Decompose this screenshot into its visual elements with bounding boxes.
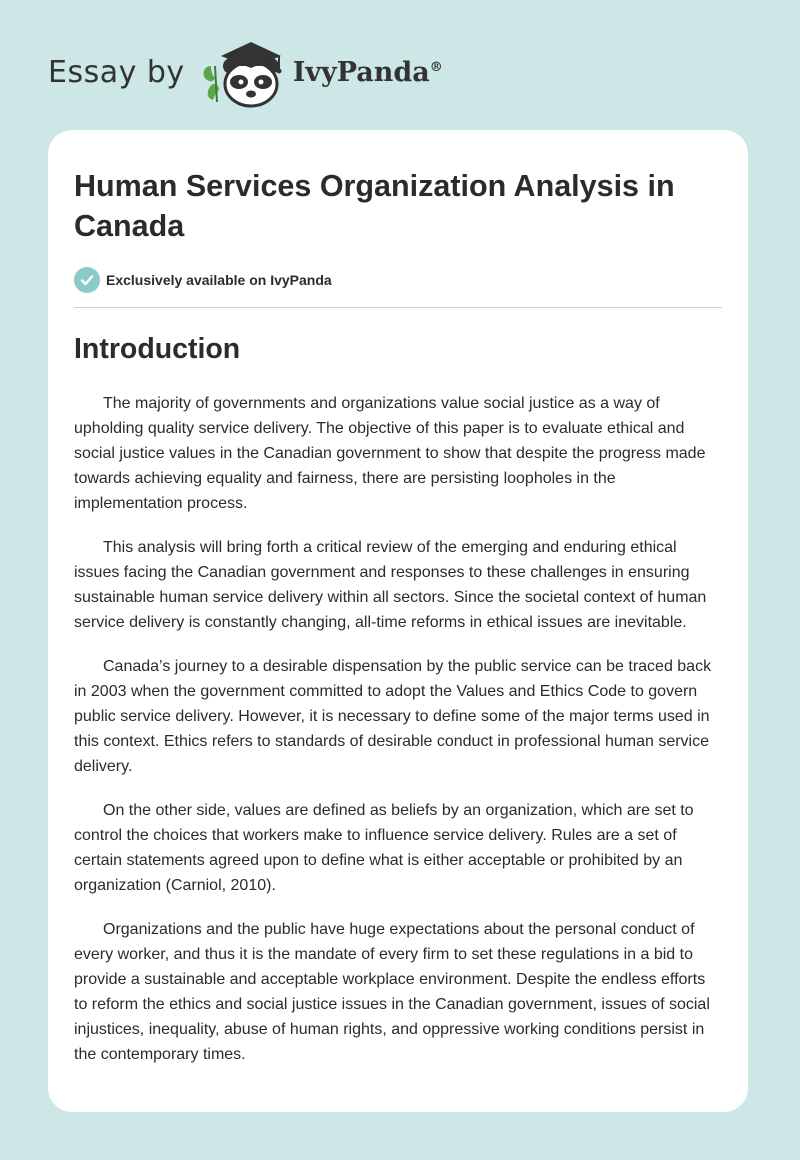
page-title: Human Services Organization Analysis in Canada: [74, 169, 675, 243]
paragraph: On the other side, values are defined as beliefs by an organization, which are set to control the choices that workers make to influence service delivery. Rules are a set of certain statements agreed upon to define what is either acceptable or prohibited by an organization (Carniol, 2010).: [74, 802, 694, 894]
paragraph: The majority of governments and organizations value social justice as a way of upholding quality service delivery. The objective of this paper is to evaluate ethical and social justice values in the Canadian government to show that despite the progress made towards achieving equality and fairness, there are persisting loopholes in the implementation process.: [74, 395, 706, 512]
paragraph: This analysis will bring forth a critical review of the emerging and enduring ethical issues facing the Canadian government and responses to these challenges in ensuring sustainable human service delivery within all sectors. Since the societal context of human service delivery is constantly changing, all-time reforms in ethical issues are inevitable.: [74, 539, 707, 631]
essay-card: [48, 130, 748, 1112]
brand-name: IvyPanda®: [292, 56, 443, 88]
exclusive-text: Exclusively available on IvyPanda: [106, 272, 332, 288]
brand-prefix: Essay by: [48, 54, 185, 90]
paragraph: Canada’s journey to a desirable dispensation by the public service can be traced back in 2003 when the government committed to adopt the Values and Ethics Code to govern public service delivery. However, it is necessary to define some of the major terms used in this context. Ethics refers to standards of desirable conduct in professional human service delivery.: [74, 658, 712, 775]
panda-graduate-icon[interactable]: [197, 36, 301, 108]
paragraph: Organizations and the public have huge expectations about the personal conduct of every worker, and thus it is the mandate of every firm to set these regulations in a bid to provide a sustainable and acceptable workplace environment. Despite the endless efforts to reform the ethics and social justice issues in the Canadian government, issues of social injustices, inequality, abuse of human rights, and oppressive working conditions persist in the contemporary times.: [74, 921, 710, 1063]
section-heading: Introduction: [74, 333, 241, 365]
exclusive-badge: [74, 266, 722, 294]
divider: [74, 307, 722, 308]
check-circle-icon: [74, 267, 100, 293]
site-header: [48, 36, 443, 108]
